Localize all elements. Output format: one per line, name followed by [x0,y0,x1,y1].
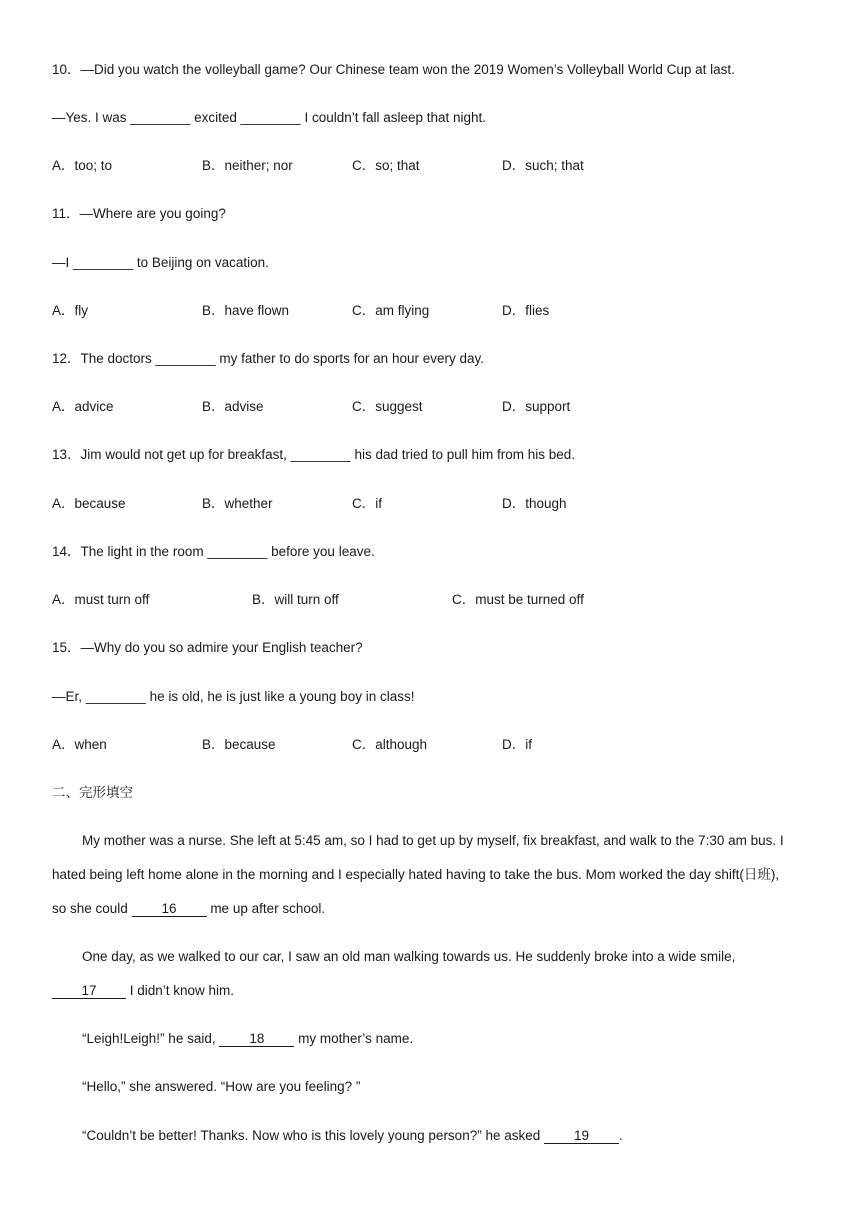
section-heading-cloze: 二、完形填空 [52,785,133,800]
question-15-option-c: C．although [352,737,428,752]
question-12-option-d: D．support [502,399,571,414]
passage-p1-line1: My mother was a nurse. She left at 5:45 am, so I had to get up by myself, fix breakfast, and walk to the 7:30 am bus. I [82,833,784,848]
question-12-stem: 12．The doctors ________ my father to do sports for an hour every day. [52,351,484,366]
passage-text: me up after school. [206,901,326,916]
question-10-option-c: C．so; that [352,158,420,173]
passage-p1-line3 [52,900,325,918]
passage-text: my mother’s name. [294,1031,414,1046]
passage-p3 [82,1030,413,1048]
question-15-option-a: A．when [52,737,107,752]
blank-16: 16 [132,901,207,917]
question-11-option-a: A．fly [52,303,89,318]
question-11-reply: —I ________ to Beijing on vacation. [52,255,269,270]
question-12-option-b: B．advise [202,399,264,414]
passage-p4: “Hello,” she answered. “How are you feeling? ” [82,1079,361,1094]
blank-17: 17 [52,983,126,999]
question-12-option-c: C．suggest [352,399,423,414]
question-14-option-c: C．must be turned off [452,592,584,607]
passage-p2-line1: One day, as we walked to our car, I saw an old man walking towards us. He suddenly broke into a wide smile, [82,949,736,964]
question-15-option-b: B．because [202,737,276,752]
question-10-option-d: D．such; that [502,158,584,173]
passage-p2-line2 [52,982,234,1000]
passage-p1-line2: hated being left home alone in the morning and I especially hated having to take the bus. Mom worked the day shift(日班), [52,867,780,882]
question-10-option-b: B．neither; nor [202,158,293,173]
question-15-option-d: D．if [502,737,532,752]
question-15-stem: 15．—Why do you so admire your English teacher? [52,640,363,655]
passage-text: “Leigh!Leigh!” he said, [82,1031,220,1046]
question-13-stem: 13．Jim would not get up for breakfast, ________ his dad tried to pull him from his bed. [52,447,576,462]
passage-text: “Couldn’t be better! Thanks. Now who is this lovely young person?” he asked [82,1128,544,1143]
question-11-option-d: D．flies [502,303,550,318]
question-13-option-d: D．though [502,496,567,511]
passage-text: . [619,1128,623,1143]
question-10-stem: 10．—Did you watch the volleyball game? Our Chinese team won the 2019 Women’s Volleyball World Cup at last. [52,62,735,77]
passage-text: I didn’t know him. [126,983,235,998]
question-10-option-a: A．too; to [52,158,113,173]
question-14-option-a: A．must turn off [52,592,150,607]
question-11-stem: 11．—Where are you going? [52,206,226,221]
blank-18: 18 [219,1031,294,1047]
question-15-reply: —Er, ________ he is old, he is just like a young boy in class! [52,689,415,704]
blank-19: 19 [544,1128,619,1144]
question-14-option-b: B．will turn off [252,592,339,607]
question-13-option-b: B．whether [202,496,273,511]
passage-p5 [82,1127,623,1145]
question-14-stem: 14．The light in the room ________ before you leave. [52,544,375,559]
question-11-option-c: C．am flying [352,303,430,318]
passage-text: so she could [52,901,132,916]
question-13-option-a: A．because [52,496,126,511]
question-11-option-b: B．have flown [202,303,290,318]
question-12-option-a: A．advice [52,399,114,414]
question-10-reply: —Yes. I was ________ excited ________ I couldn’t fall asleep that night. [52,110,487,125]
question-13-option-c: C．if [352,496,382,511]
